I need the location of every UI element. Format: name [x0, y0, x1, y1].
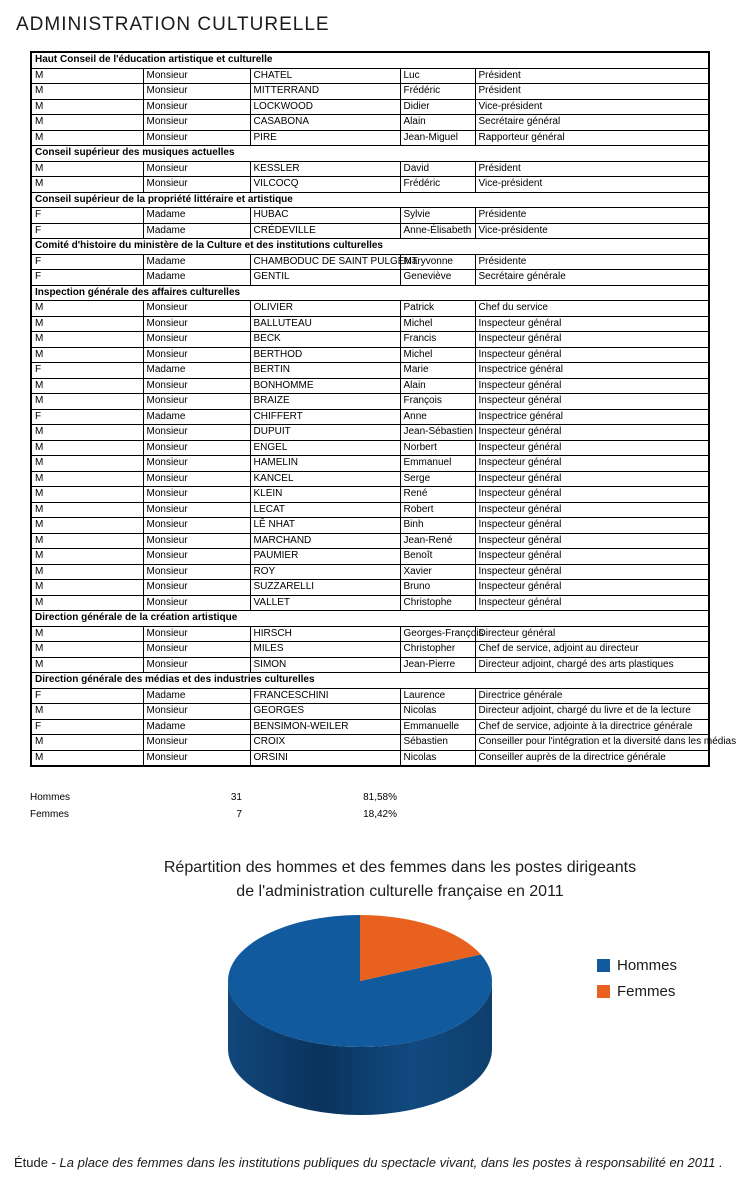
table-cell: MARCHAND [250, 533, 400, 549]
table-cell: M [31, 68, 143, 84]
table-cell: Secrétaire générale [475, 270, 709, 286]
table-cell: M [31, 750, 143, 766]
table-cell: F [31, 409, 143, 425]
table-cell: PIRE [250, 130, 400, 146]
table-cell: Madame [143, 208, 250, 224]
table-cell: Anne [400, 409, 475, 425]
table-cell: Monsieur [143, 657, 250, 673]
table-cell: Madame [143, 270, 250, 286]
table-row [31, 332, 709, 348]
table-cell: Emmanuelle [400, 719, 475, 735]
table-cell: BRAIZE [250, 394, 400, 410]
table-cell: LOCKWOOD [250, 99, 400, 115]
table-row [31, 657, 709, 673]
table-row [31, 704, 709, 720]
table-cell: M [31, 440, 143, 456]
section-header: Comité d'histoire du ministère de la Culture et des institutions culturelles [31, 239, 709, 255]
table-cell: Monsieur [143, 642, 250, 658]
caption-study-title: La place des femmes dans les institutions publiques du spectacle vivant, dans les postes à responsabilité en 2011 . [59, 1155, 723, 1170]
table-cell: Vice-président [475, 177, 709, 193]
table-cell: F [31, 363, 143, 379]
table-row [31, 177, 709, 193]
table-cell: LÊ NHAT [250, 518, 400, 534]
table-cell: Monsieur [143, 564, 250, 580]
table-cell: KANCEL [250, 471, 400, 487]
stats-row-femmes [30, 809, 397, 826]
table-cell: Jean-René [400, 533, 475, 549]
table-cell: F [31, 270, 143, 286]
table-cell: ENGEL [250, 440, 400, 456]
table-cell: M [31, 564, 143, 580]
table-row [31, 580, 709, 596]
table-cell: Directeur adjoint, chargé du livre et de la lecture [475, 704, 709, 720]
table-cell: M [31, 425, 143, 441]
table-cell: CASABONA [250, 115, 400, 131]
section-header-row [31, 192, 709, 208]
table-row [31, 409, 709, 425]
table-row [31, 223, 709, 239]
table-row [31, 394, 709, 410]
table-cell: HIRSCH [250, 626, 400, 642]
table-cell: MITTERRAND [250, 84, 400, 100]
table-cell: M [31, 130, 143, 146]
table-body [31, 52, 737, 766]
table-cell: M [31, 657, 143, 673]
table-cell: Christopher [400, 642, 475, 658]
table-row [31, 301, 709, 317]
page-title: ADMINISTRATION CULTURELLE [16, 14, 330, 35]
table-cell: Jean-Miguel [400, 130, 475, 146]
table-row [31, 68, 709, 84]
table-cell: M [31, 549, 143, 565]
table-cell: Secrétaire général [475, 115, 709, 131]
table-cell: M [31, 84, 143, 100]
legend-label-femmes: Femmes [617, 982, 676, 1000]
table-cell: M [31, 347, 143, 363]
table-cell: CROIX [250, 735, 400, 751]
table-cell: CHAMBODUC DE SAINT PULGENT [250, 254, 400, 270]
table-cell: Didier [400, 99, 475, 115]
table-cell: Inspecteur général [475, 316, 709, 332]
chart-title: Répartition des hommes et des femmes dans les postes dirigeants de l'administration culturelle française en 2011 [163, 859, 637, 900]
table-cell: KLEIN [250, 487, 400, 503]
table-cell: Directrice générale [475, 688, 709, 704]
table-cell: CRÉDEVILLE [250, 223, 400, 239]
table-cell: Monsieur [143, 518, 250, 534]
table-cell: Michel [400, 316, 475, 332]
table-cell: SUZZARELLI [250, 580, 400, 596]
table-row [31, 130, 709, 146]
table-cell: Inspectrice général [475, 363, 709, 379]
table-cell: F [31, 688, 143, 704]
table-cell: M [31, 487, 143, 503]
table-cell: Robert [400, 502, 475, 518]
table-cell: Benoît [400, 549, 475, 565]
table-cell: Monsieur [143, 99, 250, 115]
table-cell: HAMELIN [250, 456, 400, 472]
table-cell: Inspecteur général [475, 564, 709, 580]
table-cell: Monsieur [143, 177, 250, 193]
table-cell: François [400, 394, 475, 410]
section-header: Conseil supérieur des musiques actuelles [31, 146, 709, 162]
table-cell: DUPUIT [250, 425, 400, 441]
stats-percent: 81,58% [363, 792, 397, 803]
table-cell: Luc [400, 68, 475, 84]
section-header: Inspection générale des affaires culturelles [31, 285, 709, 301]
table-cell: M [31, 177, 143, 193]
chart-legend [597, 957, 677, 1009]
people-table [30, 51, 737, 767]
table-row [31, 161, 709, 177]
table-cell: BENSIMON-WEILER [250, 719, 400, 735]
table-row [31, 425, 709, 441]
table-cell: Président [475, 161, 709, 177]
table-cell: Laurence [400, 688, 475, 704]
table-cell: M [31, 626, 143, 642]
table-row [31, 502, 709, 518]
table-cell: Inspecteur général [475, 518, 709, 534]
table-cell: Monsieur [143, 440, 250, 456]
table-cell: F [31, 208, 143, 224]
table-cell: BECK [250, 332, 400, 348]
table-row [31, 208, 709, 224]
table-cell: Jean-Pierre [400, 657, 475, 673]
table-cell: Inspecteur général [475, 580, 709, 596]
table-cell: SIMON [250, 657, 400, 673]
table-row [31, 456, 709, 472]
table-cell: Monsieur [143, 68, 250, 84]
table-cell: Vice-présidente [475, 223, 709, 239]
table-row [31, 750, 709, 766]
table-cell: F [31, 223, 143, 239]
table-row [31, 564, 709, 580]
table-cell: M [31, 301, 143, 317]
table-row [31, 440, 709, 456]
stats-count: 7 [236, 809, 242, 820]
table-cell: Jean-Sébastien [400, 425, 475, 441]
legend-label-hommes: Hommes [617, 956, 678, 974]
table-cell: Madame [143, 409, 250, 425]
table-row [31, 719, 709, 735]
table-cell: Sébastien [400, 735, 475, 751]
table-cell: Alain [400, 115, 475, 131]
table-cell: Inspectrice général [475, 409, 709, 425]
table-row [31, 115, 709, 131]
table-cell: Serge [400, 471, 475, 487]
table-cell: Monsieur [143, 316, 250, 332]
table-cell: BERTIN [250, 363, 400, 379]
table-cell: Inspecteur général [475, 425, 709, 441]
table-cell: Inspecteur général [475, 347, 709, 363]
table-row [31, 642, 709, 658]
table-cell: Président [475, 84, 709, 100]
table-cell: Monsieur [143, 471, 250, 487]
table-cell: M [31, 456, 143, 472]
stats-count: 31 [230, 792, 242, 803]
table-cell: David [400, 161, 475, 177]
table-row [31, 595, 709, 611]
table-cell: ORSINI [250, 750, 400, 766]
table-cell: PAUMIER [250, 549, 400, 565]
table-cell: Inspecteur général [475, 549, 709, 565]
table-cell: M [31, 642, 143, 658]
table-cell: VILCOCQ [250, 177, 400, 193]
table-cell: Xavier [400, 564, 475, 580]
table-cell: M [31, 161, 143, 177]
table-cell: CHIFFERT [250, 409, 400, 425]
table-row [31, 347, 709, 363]
table-cell: M [31, 580, 143, 596]
table-cell: BERTHOD [250, 347, 400, 363]
table-cell: Chef du service [475, 301, 709, 317]
table-cell: Monsieur [143, 425, 250, 441]
table-row [31, 533, 709, 549]
table-cell: Monsieur [143, 549, 250, 565]
table-cell: M [31, 704, 143, 720]
table-cell: M [31, 471, 143, 487]
table-cell: Alain [400, 378, 475, 394]
table-row [31, 270, 709, 286]
table-cell: Nicolas [400, 704, 475, 720]
legend-item-femmes [597, 983, 677, 999]
people-table-wrapper [30, 51, 737, 767]
table-cell: Nicolas [400, 750, 475, 766]
stats-label: Femmes [30, 809, 69, 820]
caption-prefix: Étude - [14, 1155, 60, 1170]
table-cell: Conseiller pour l'intégration et la diversité dans les médias [475, 735, 709, 751]
table-cell: Inspecteur général [475, 502, 709, 518]
table-cell: VALLET [250, 595, 400, 611]
table-cell: M [31, 502, 143, 518]
table-row [31, 518, 709, 534]
table-cell: LECAT [250, 502, 400, 518]
table-cell: M [31, 735, 143, 751]
table-cell: Inspecteur général [475, 332, 709, 348]
table-row [31, 626, 709, 642]
legend-swatch-hommes [597, 959, 610, 972]
table-cell: KESSLER [250, 161, 400, 177]
table-cell: Anne-Élisabeth [400, 223, 475, 239]
table-cell: Christophe [400, 595, 475, 611]
table-cell: Frédéric [400, 177, 475, 193]
table-cell: M [31, 332, 143, 348]
table-cell: M [31, 316, 143, 332]
table-cell: Emmanuel [400, 456, 475, 472]
section-header: Haut Conseil de l'éducation artistique et culturelle [31, 52, 709, 68]
table-cell: GENTIL [250, 270, 400, 286]
table-cell: Monsieur [143, 161, 250, 177]
table-cell: Inspecteur général [475, 487, 709, 503]
table-cell: Monsieur [143, 735, 250, 751]
footer-caption [14, 1155, 755, 1170]
section-header-row [31, 146, 709, 162]
table-row [31, 99, 709, 115]
stats-label: Hommes [30, 792, 71, 803]
section-header-row [31, 239, 709, 255]
table-row [31, 363, 709, 379]
table-cell: BALLUTEAU [250, 316, 400, 332]
table-cell: Monsieur [143, 533, 250, 549]
table-cell: Marie [400, 363, 475, 379]
table-cell: HUBAC [250, 208, 400, 224]
table-cell: Monsieur [143, 378, 250, 394]
table-cell: Geneviève [400, 270, 475, 286]
table-row [31, 735, 709, 751]
table-cell: FRANCESCHINI [250, 688, 400, 704]
table-cell: M [31, 378, 143, 394]
table-cell: Inspecteur général [475, 471, 709, 487]
section-header: Direction générale des médias et des industries culturelles [31, 673, 709, 689]
table-cell: BONHOMME [250, 378, 400, 394]
table-cell: Monsieur [143, 626, 250, 642]
table-cell: M [31, 99, 143, 115]
table-cell: Inspecteur général [475, 456, 709, 472]
section-header-row [31, 673, 709, 689]
table-cell: M [31, 533, 143, 549]
table-row [31, 84, 709, 100]
section-header: Direction générale de la création artistique [31, 611, 709, 627]
table-cell: Monsieur [143, 580, 250, 596]
section-header-row [31, 611, 709, 627]
table-cell: Monsieur [143, 456, 250, 472]
table-row [31, 378, 709, 394]
table-cell: Directeur adjoint, chargé des arts plastiques [475, 657, 709, 673]
table-cell: CHATEL [250, 68, 400, 84]
table-cell: Monsieur [143, 750, 250, 766]
table-cell: Norbert [400, 440, 475, 456]
table-cell: Monsieur [143, 502, 250, 518]
table-cell: M [31, 115, 143, 131]
table-cell: Monsieur [143, 394, 250, 410]
legend-swatch-femmes [597, 985, 610, 998]
table-cell: Chef de service, adjointe à la directrice générale [475, 719, 709, 735]
table-cell: Madame [143, 254, 250, 270]
table-row [31, 549, 709, 565]
table-cell: Inspecteur général [475, 378, 709, 394]
stats-percent: 18,42% [363, 809, 397, 820]
table-cell: Directeur général [475, 626, 709, 642]
table-cell: Binh [400, 518, 475, 534]
table-cell: Patrick [400, 301, 475, 317]
table-cell: Monsieur [143, 301, 250, 317]
stats-block [30, 792, 397, 826]
table-cell: GEORGES [250, 704, 400, 720]
table-cell: Vice-président [475, 99, 709, 115]
table-cell: Madame [143, 363, 250, 379]
section-header-row [31, 285, 709, 301]
table-cell: René [400, 487, 475, 503]
table-cell: Président [475, 68, 709, 84]
table-cell: Inspecteur général [475, 440, 709, 456]
table-cell: M [31, 595, 143, 611]
table-cell: Inspecteur général [475, 394, 709, 410]
table-cell: Francis [400, 332, 475, 348]
table-cell: Rapporteur général [475, 130, 709, 146]
table-cell: Madame [143, 719, 250, 735]
table-cell: M [31, 518, 143, 534]
table-cell: Monsieur [143, 130, 250, 146]
table-cell: Georges-François [400, 626, 475, 642]
table-cell: Inspecteur général [475, 533, 709, 549]
table-cell: Monsieur [143, 595, 250, 611]
table-row [31, 316, 709, 332]
stats-row-hommes [30, 792, 397, 809]
table-cell: Madame [143, 223, 250, 239]
table-cell: Bruno [400, 580, 475, 596]
table-cell: Conseiller auprès de la directrice générale [475, 750, 709, 766]
table-cell: F [31, 719, 143, 735]
table-cell: Chef de service, adjoint au directeur [475, 642, 709, 658]
table-row [31, 254, 709, 270]
table-cell: ROY [250, 564, 400, 580]
table-cell: MILES [250, 642, 400, 658]
table-cell: OLIVIER [250, 301, 400, 317]
table-row [31, 688, 709, 704]
table-cell: Inspecteur général [475, 595, 709, 611]
table-cell: Monsieur [143, 115, 250, 131]
legend-item-hommes [597, 957, 677, 973]
table-cell: Sylvie [400, 208, 475, 224]
table-cell: Monsieur [143, 332, 250, 348]
table-cell: M [31, 394, 143, 410]
table-row [31, 471, 709, 487]
table-cell: Maryvonne [400, 254, 475, 270]
table-cell: Michel [400, 347, 475, 363]
table-cell: Présidente [475, 208, 709, 224]
table-cell: Monsieur [143, 487, 250, 503]
section-header: Conseil supérieur de la propriété littéraire et artistique [31, 192, 709, 208]
table-cell: Madame [143, 688, 250, 704]
table-cell: Présidente [475, 254, 709, 270]
table-row [31, 487, 709, 503]
section-header-row [31, 52, 709, 68]
table-cell: F [31, 254, 143, 270]
table-cell: Frédéric [400, 84, 475, 100]
table-cell: Monsieur [143, 347, 250, 363]
table-cell: Monsieur [143, 704, 250, 720]
table-cell: Monsieur [143, 84, 250, 100]
